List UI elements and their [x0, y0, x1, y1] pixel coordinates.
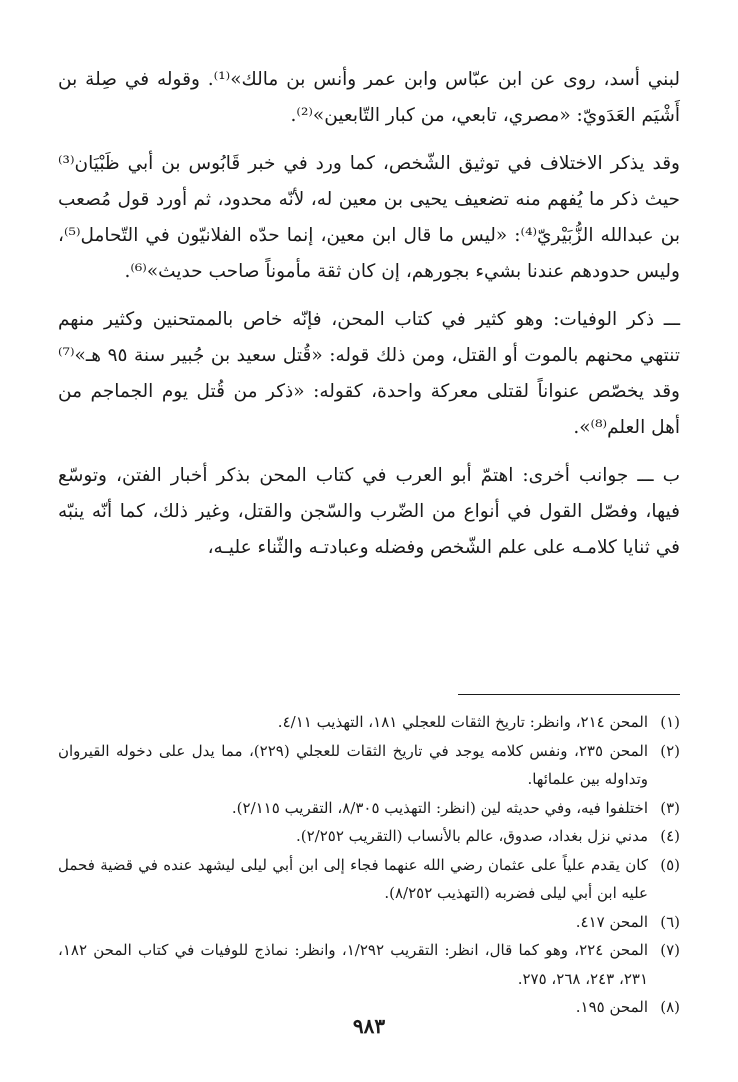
footnote-number: (٧) [660, 941, 680, 959]
footnote-text: المحن ١٩٥. [575, 998, 648, 1016]
footnote [58, 851, 680, 908]
footnote-text: كان يقدم علياً على عثمان رضي الله عنهما فجاء إلى ابن أبي ليلى ليشهد عنده في قضية فحمل عليه ابن أبي ليلى فضربه (التهذيب ٨/٢٥٢). [58, 855, 648, 902]
footnote [58, 908, 680, 937]
footnote-text: اختلفوا فيه، وفي حديثه لين (انظر: التهذيب ٨/٣٠٥، التقريب ٢/١١٥). [231, 798, 648, 817]
footnote-separator [458, 694, 680, 695]
footnote [58, 822, 680, 851]
footnote-text: المحن ٢٣٥، ونفس كلامه يوجد في تاريخ الثقات للعجلي (٢٢٩)، مما يدل على دخوله القيروان وتداوله بين علمائها. [58, 741, 649, 788]
footnote-text: مدني نزل بغداد، صدوق، عالم بالأنساب (التقريب ٢/٢٥٢). [295, 827, 648, 845]
footnote-text: المحن ٢٢٤، وهو كما قال، انظر: التقريب ١/٢٩٢، وانظر: نماذج للوفيات في كتاب المحن ١٨٢، ٢٣١، ٢٤٣، ٢٦٨، ٢٧٥. [58, 941, 648, 988]
footnote [58, 737, 680, 794]
footnote [58, 708, 680, 737]
footnote-number: (٤) [660, 827, 680, 845]
footnote-number: (٦) [660, 912, 680, 931]
footnote [58, 794, 680, 823]
footnote-number: (٢) [660, 741, 680, 760]
footnote-text: المحن ٤١٧. [575, 912, 648, 931]
footnote-number: (١) [660, 713, 680, 731]
footnote-number: (٨) [660, 998, 680, 1016]
footnote-number: (٥) [660, 855, 680, 874]
book-page [58, 62, 680, 1016]
body-paragraph: وقد يذكر الاختلاف في توثيق الشّخص، كما ورد في خبر قَابُوس بن أبي ظَبْيَان⁽³⁾ حيث ذكر ما يُفهم منه تضعيف يحيى بن معين له، لأنّه محدود، ثم أورد قول مُصعب بن عبدالله الزُّبَيْريّ⁽⁴⁾: «ليس ما قال ابن معين، إنما حدّه الفلانيّون في التّحامل⁽⁵⁾، وليس حدودهم عندنا بشيء بجورهم، إن كان ثقة مأموناً صاحب حديث»⁽⁶⁾. [58, 153, 680, 282]
footnote-number: (٣) [660, 798, 680, 817]
page-number: ٩٨٣ [352, 1014, 386, 1038]
body-paragraph: لبني أسد، روى عن ابن عبّاس وابن عمر وأنس بن مالك»⁽¹⁾. وقوله في صِلة بن أَشْيَم العَدَويّ: «مصري، تابعي، من كبار التّابعين»⁽²⁾. [58, 69, 680, 126]
footnotes [58, 708, 680, 1022]
body-paragraph: ب ـــ جوانب أخرى: اهتمّ أبو العرب في كتاب المحن بذكر أخبار الفتن، وتوسّع فيها، وفصّل القول في أنواع من الضّرب والسّجن والقتل، وغير ذلك، كما أنّه ينبّه في ثنايا كلامـه على علم الشّخص وفضله وعبادتـه والثّناء عليـه، [58, 465, 680, 558]
footnote [58, 936, 680, 993]
body-paragraph: ـــ ذكر الوفيات: وهو كثير في كتاب المحن، فإنّه خاص بالممتحنين وكثير منهم تنتهي محنهم بالموت أو القتل، ومن ذلك قوله: «قُتل سعيد بن جُبير سنة ٩٥ هـ»⁽⁷⁾ وقد يخصّص عنواناً لقتلى معركة واحدة، كقوله: «ذكر من قُتل يوم الجماجم من أهل العلم⁽⁸⁾». [58, 309, 680, 438]
footnote-text: المحن ٢١٤، وانظر: تاريخ الثقات للعجلي ١٨١، التهذيب ٤/١١. [277, 713, 648, 731]
